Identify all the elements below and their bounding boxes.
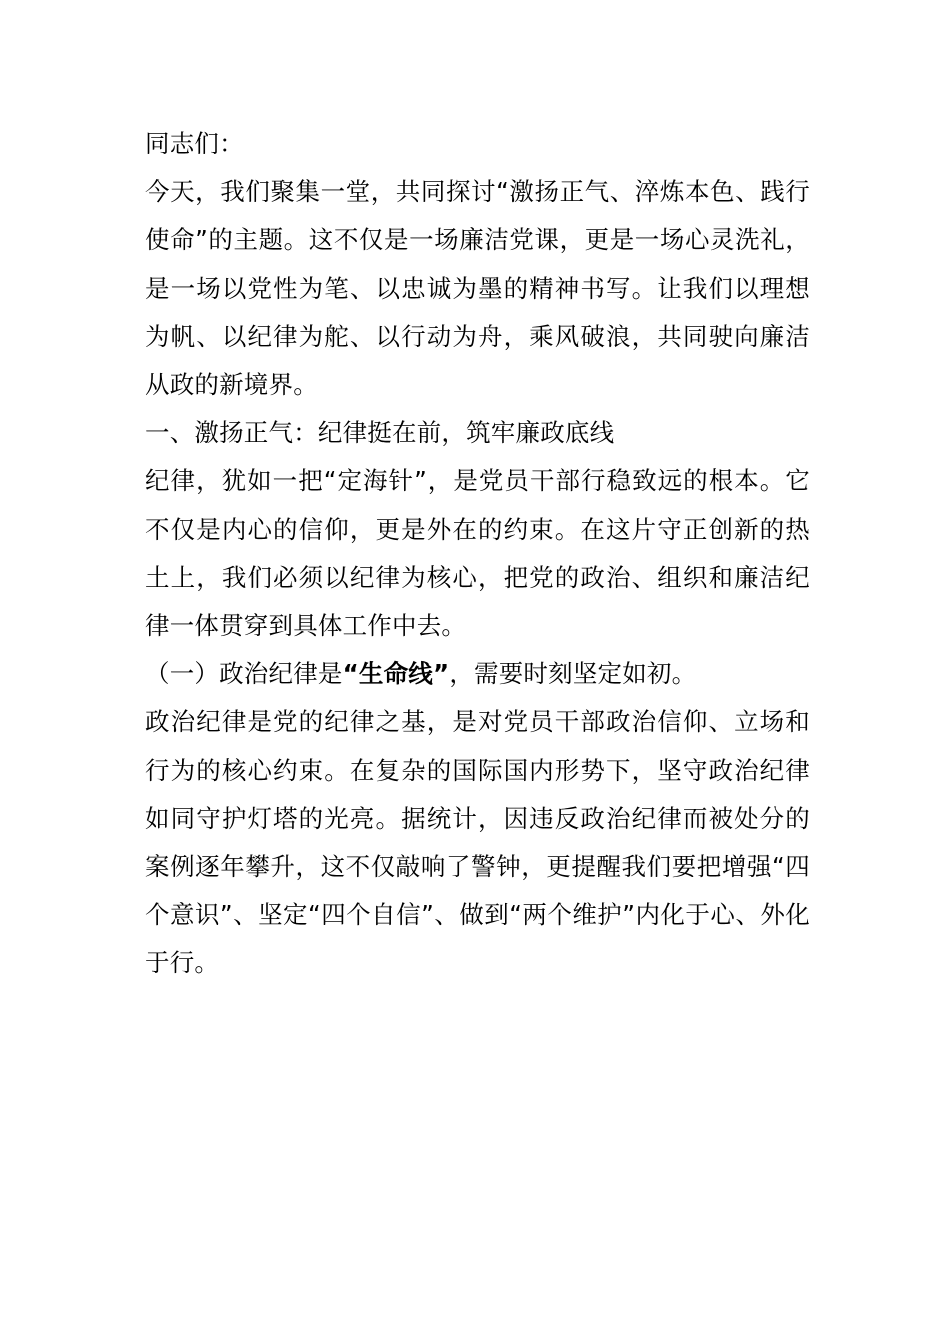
subsection-1-heading-suffix: ，需要时刻坚定如初。: [449, 659, 697, 689]
intro-paragraph: 今天，我们聚集一堂，共同探讨“激扬正气、淬炼本色、践行使命”的主题。这不仅是一场廉洁党课，更是一场心灵洗礼，是一场以党性为笔、以忠诚为墨的精神书写。让我们以理想为帆、以纪律为舵、以行动为舟，乘风破浪，共同驶向廉洁从政的新境界。: [145, 177, 810, 400]
document-body: [145, 120, 810, 988]
salutation: 同志们：: [145, 129, 244, 158]
section-1-heading: 一、激扬正气：纪律挺在前，筑牢廉政底线: [145, 418, 615, 448]
subsection-1-heading-prefix: （一）政治纪律是: [145, 659, 343, 689]
section-1-paragraph: 纪律，犹如一把“定海针”，是党员干部行稳致远的根本。它不仅是内心的信仰，更是外在的约束。在这片守正创新的热土上，我们必须以纪律为核心，把党的政治、组织和廉洁纪律一体贯穿到具体工作中去。: [145, 466, 810, 641]
subsection-1-heading: [145, 650, 810, 698]
subsection-1-heading-emphasis: “生命线”: [342, 659, 450, 689]
subsection-1-paragraph: 政治纪律是党的纪律之基，是对党员干部政治信仰、立场和行为的核心约束。在复杂的国际国内形势下，坚守政治纪律如同守护灯塔的光亮。据统计，因违反政治纪律而被处分的案例逐年攀升，这不仅敲响了警钟，更提醒我们要把增强“四个意识”、坚定“四个自信”、做到“两个维护”内化于心、外化于行。: [145, 707, 810, 978]
